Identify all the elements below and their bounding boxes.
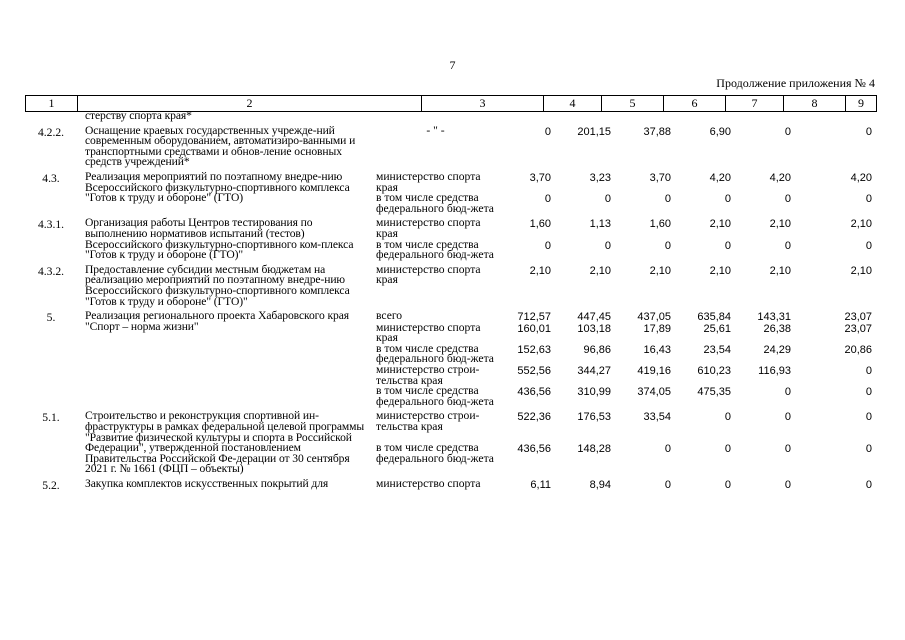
value-year-5: 116,93 <box>758 365 791 378</box>
value-year-6: 23,07 <box>844 322 872 335</box>
table-row <box>25 411 876 443</box>
value-year-4: 6,90 <box>709 125 731 138</box>
item-title: Оснащение краевых государственных учрежде-ний современным оборудованием, автоматизиро-ванными и транспортными средствами и обнов-ление основных средств учреждений* <box>85 123 356 169</box>
row-spacer <box>25 492 876 496</box>
value-year-5: 0 <box>784 386 791 399</box>
executor: министерство строи-тельства края <box>376 409 480 434</box>
item-number: 4.3.2. <box>37 264 65 278</box>
value-year-1: 436,56 <box>517 443 551 456</box>
column-header: 4 <box>544 96 602 112</box>
program-table <box>25 111 876 496</box>
value-year-1: 552,56 <box>517 365 551 378</box>
value-year-6: 0 <box>865 193 872 206</box>
value-year-1: 522,36 <box>517 411 551 424</box>
item-number: 5.2. <box>42 479 60 492</box>
value-year-3: 0 <box>664 443 671 456</box>
value-year-3: 2,10 <box>649 264 671 277</box>
value-year-4: 0 <box>724 411 731 424</box>
value-year-3: 37,88 <box>643 125 671 138</box>
column-header: 7 <box>726 96 784 112</box>
value-year-1: 0 <box>544 125 551 138</box>
table-row <box>25 172 876 193</box>
column-header: 1 <box>26 96 78 112</box>
value-year-4: 23,54 <box>703 343 731 356</box>
value-year-6: 20,86 <box>844 343 872 356</box>
executor: в том числе средства федерального бюд-жета <box>376 341 494 366</box>
executor: в том числе средства федерального бюд-жета <box>376 384 494 408</box>
table-row <box>25 218 876 239</box>
value-year-6: 0 <box>865 411 872 424</box>
value-year-4: 2,10 <box>709 264 731 277</box>
value-year-2 <box>555 111 615 122</box>
value-year-6: 2,10 <box>850 264 872 277</box>
value-year-1: 1,60 <box>529 218 551 231</box>
item-number: 4.3.1. <box>37 218 65 232</box>
value-year-5: 0 <box>784 411 791 424</box>
executor: - " - <box>426 123 445 137</box>
item-number <box>25 111 77 122</box>
page-number: 7 <box>449 58 456 72</box>
executor: всего <box>376 309 403 323</box>
column-header: 9 <box>846 96 877 112</box>
value-year-1: 0 <box>544 239 551 252</box>
executor: министерство строи-тельства края <box>376 363 480 387</box>
value-year-2: 103,18 <box>577 322 611 335</box>
item-title: стерству спорта края* <box>85 109 192 122</box>
value-year-5 <box>735 111 795 122</box>
value-year-6: 0 <box>865 125 872 138</box>
value-year-5: 24,29 <box>763 343 791 356</box>
executor: в том числе средства федерального бюд-жета <box>376 237 494 262</box>
value-year-6: 23,07 <box>844 311 872 324</box>
value-year-2: 176,53 <box>577 411 611 424</box>
value-year-6 <box>795 111 876 122</box>
item-number: 5.1. <box>42 411 60 425</box>
value-year-2: 148,28 <box>577 443 611 456</box>
executor: министерство спорта края <box>376 320 481 345</box>
value-year-3: 0 <box>664 193 671 206</box>
value-year-6: 4,20 <box>850 171 872 184</box>
value-year-2: 447,45 <box>577 311 611 324</box>
value-year-1: 6,11 <box>530 479 551 491</box>
column-header: 6 <box>664 96 726 112</box>
item-number: 4.2.2. <box>37 125 65 139</box>
value-year-6: 0 <box>865 443 872 456</box>
table-row <box>25 265 876 307</box>
value-year-4: 610,23 <box>697 365 731 378</box>
value-year-3: 33,54 <box>643 411 671 424</box>
value-year-4: 475,35 <box>697 386 731 399</box>
value-year-5: 0 <box>784 479 791 491</box>
value-year-6: 0 <box>865 479 872 491</box>
executor: в том числе средства федерального бюд-жета <box>376 441 494 465</box>
item-title: Закупка комплектов искусственных покрытий для <box>85 477 329 490</box>
value-year-5: 0 <box>784 239 791 252</box>
value-year-3: 437,05 <box>637 311 671 324</box>
appendix-label: Продолжение приложения № 4 <box>716 76 875 90</box>
value-year-5: 4,20 <box>769 171 791 184</box>
value-year-5: 0 <box>784 125 791 138</box>
value-year-2: 0 <box>604 193 611 206</box>
value-year-3: 419,16 <box>637 365 671 378</box>
executor <box>371 111 495 122</box>
value-year-3: 16,43 <box>643 343 671 356</box>
value-year-4: 0 <box>724 239 731 252</box>
value-year-5: 0 <box>784 443 791 456</box>
value-year-5: 2,10 <box>769 264 791 277</box>
item-title: Строительство и реконструкция спортивной ин-фраструктуры в рамках федеральной целевой программы "Развитие физической культуры и спорта в Российской Федерации", утвержденной постановлением Правительства Российской Фе-дерации от 30 сентября 2021 г. № 1661 (ФЦП – объекты) <box>85 409 365 476</box>
value-year-4 <box>675 111 735 122</box>
value-year-3: 0 <box>664 239 671 252</box>
value-year-6: 0 <box>865 386 872 399</box>
value-year-1 <box>495 111 555 122</box>
value-year-4: 4,20 <box>709 171 731 184</box>
value-year-4: 0 <box>724 193 731 206</box>
value-year-4: 0 <box>724 443 731 456</box>
item-number: 5. <box>46 311 56 325</box>
column-header: 5 <box>602 96 664 112</box>
value-year-4: 635,84 <box>697 311 731 324</box>
row-spacer-cell <box>25 492 876 496</box>
value-year-5: 26,38 <box>763 322 791 335</box>
item-number: 4.3. <box>42 171 60 185</box>
value-year-3: 374,05 <box>637 386 671 399</box>
value-year-1: 712,57 <box>517 311 551 324</box>
item-title: Реализация регионального проекта Хабаровского края "Спорт – норма жизни" <box>85 309 350 333</box>
value-year-2: 8,94 <box>589 479 611 491</box>
item-title: Организация работы Центров тестирования по выполнению нормативов испытаний (тестов) Всероссийского физкультурно-спортивного ком-плекса "Готов к труду и обороне (ГТО)" <box>85 216 354 262</box>
value-year-3 <box>615 111 675 122</box>
executor: министерство спорта края <box>376 169 481 194</box>
value-year-1: 0 <box>544 193 551 206</box>
value-year-1: 3,70 <box>529 171 551 184</box>
value-year-4: 25,61 <box>703 322 731 335</box>
value-year-5: 0 <box>784 193 791 206</box>
value-year-3: 3,70 <box>649 171 671 184</box>
value-year-2: 0 <box>604 239 611 252</box>
value-year-6: 2,10 <box>850 218 872 231</box>
value-year-6: 0 <box>865 239 872 252</box>
value-year-4: 0 <box>724 479 731 491</box>
value-year-5: 2,10 <box>769 218 791 231</box>
item-title: Предоставление субсидии местным бюджетам на реализацию мероприятий по поэтапному внедре-нию Всероссийского физкультурно-спортивного комплекса "Готов к труду и обороне" (ГТО)" <box>85 262 350 308</box>
item-title: Реализация мероприятий по поэтапному внедре-нию Всероссийского физкультурно-спортивного комплекса "Готов к труду и обороне" (ГТО) <box>85 169 350 205</box>
value-year-1: 436,56 <box>517 386 551 399</box>
value-year-3: 1,60 <box>649 218 671 231</box>
table-row <box>25 126 876 168</box>
value-year-2: 2,10 <box>589 264 611 277</box>
value-year-2: 96,86 <box>583 343 611 356</box>
value-year-2: 1,13 <box>589 218 611 231</box>
value-year-2: 344,27 <box>577 365 611 378</box>
value-year-2: 3,23 <box>589 171 611 184</box>
executor: министерство спорта края <box>376 262 481 287</box>
table-row <box>25 479 876 492</box>
column-header: 3 <box>422 96 544 112</box>
executor: министерство спорта края <box>376 216 481 240</box>
value-year-1: 160,01 <box>517 322 551 335</box>
column-header: 8 <box>784 96 846 112</box>
table-row <box>25 111 876 122</box>
value-year-4: 2,10 <box>709 218 731 231</box>
value-year-2: 201,15 <box>577 125 611 138</box>
executor: в том числе средства федерального бюд-жета <box>376 191 494 215</box>
value-year-3: 17,89 <box>643 322 671 335</box>
column-header: 2 <box>78 96 422 112</box>
value-year-6: 0 <box>865 365 872 378</box>
value-year-1: 152,63 <box>517 343 551 356</box>
value-year-5: 143,31 <box>757 311 791 324</box>
value-year-1: 2,10 <box>529 264 551 277</box>
value-year-3: 0 <box>664 479 671 491</box>
executor: министерство спорта <box>376 477 481 490</box>
value-year-2: 310,99 <box>577 386 611 399</box>
